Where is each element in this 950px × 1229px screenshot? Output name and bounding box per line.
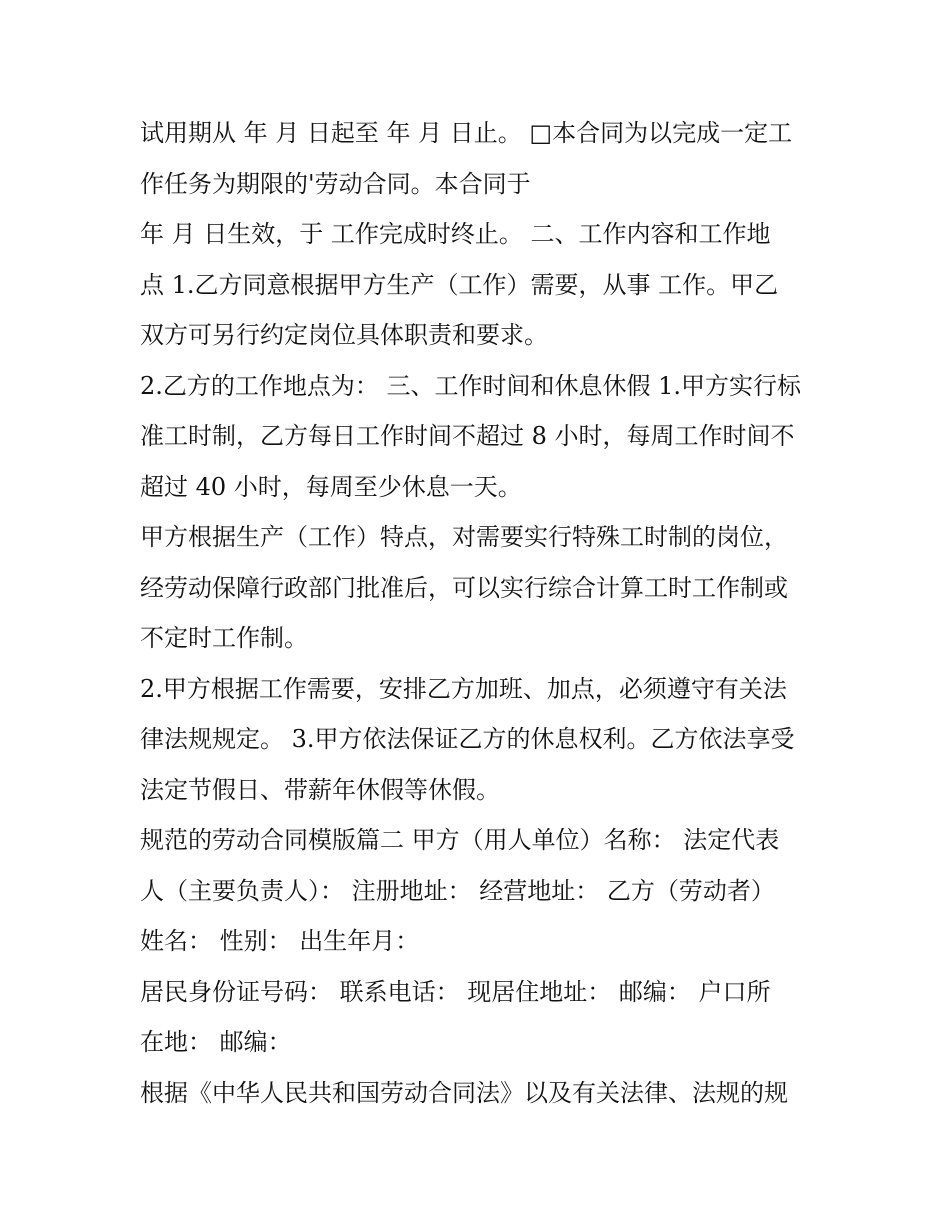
- text-line: 经劳动保障行政部门批准后，可以实行综合计算工时工作制或: [140, 573, 788, 602]
- text-line: 试用期从 年 月 日起至 年 月 日止。 □本合同为以完成一定工: [140, 119, 793, 147]
- text-line: 年 月 日生效，于 工作完成时终止。 二、工作内容和工作地: [140, 220, 771, 248]
- text-line: 双方可另行约定岗位具体职责和要求。: [140, 321, 548, 349]
- text-line: 超过 40 小时，每周至少休息一天。: [140, 472, 522, 501]
- text-line: 律法规规定。 3.甲方依法保证乙方的休息权利。乙方依法享受: [140, 725, 795, 753]
- text-line: 根据《中华人民共和国劳动合同法》以及有关法律、法规的规: [140, 1078, 788, 1107]
- text-line: 不定时工作制。: [140, 624, 308, 652]
- text-line: 人（主要负责人）： 注册地址： 经营地址： 乙方（劳动者）: [140, 876, 775, 905]
- text-line: 作任务为期限的'劳动合同。本合同于: [140, 169, 531, 198]
- text-line: 法定节假日、带薪年休假等休假。: [140, 775, 500, 804]
- text-line: 2.甲方根据工作需要，安排乙方加班、加点，必须遵守有关法: [140, 674, 787, 703]
- document-body: [140, 108, 820, 1118]
- text-line: 准工时制，乙方每日工作时间不超过 8 小时，每周工作时间不: [140, 422, 795, 450]
- text-line: 在地： 邮编：: [140, 1028, 292, 1056]
- text-line: 甲方根据生产（工作）特点，对需要实行特殊工时制的岗位，: [140, 523, 788, 551]
- text-line: 居民身份证号码： 联系电话： 现居住地址： 邮编： 户口所: [140, 977, 771, 1006]
- text-line: 2.乙方的工作地点为： 三、工作时间和休息休假 1.甲方实行标: [140, 371, 802, 400]
- text-line: 点 1.乙方同意根据甲方生产（工作）需要，从事 工作。甲乙: [140, 270, 779, 299]
- text-line: 规范的劳动合同模版篇二 甲方（用人单位）名称： 法定代表: [140, 826, 780, 854]
- text-line: 姓名： 性别： 出生年月：: [140, 927, 420, 955]
